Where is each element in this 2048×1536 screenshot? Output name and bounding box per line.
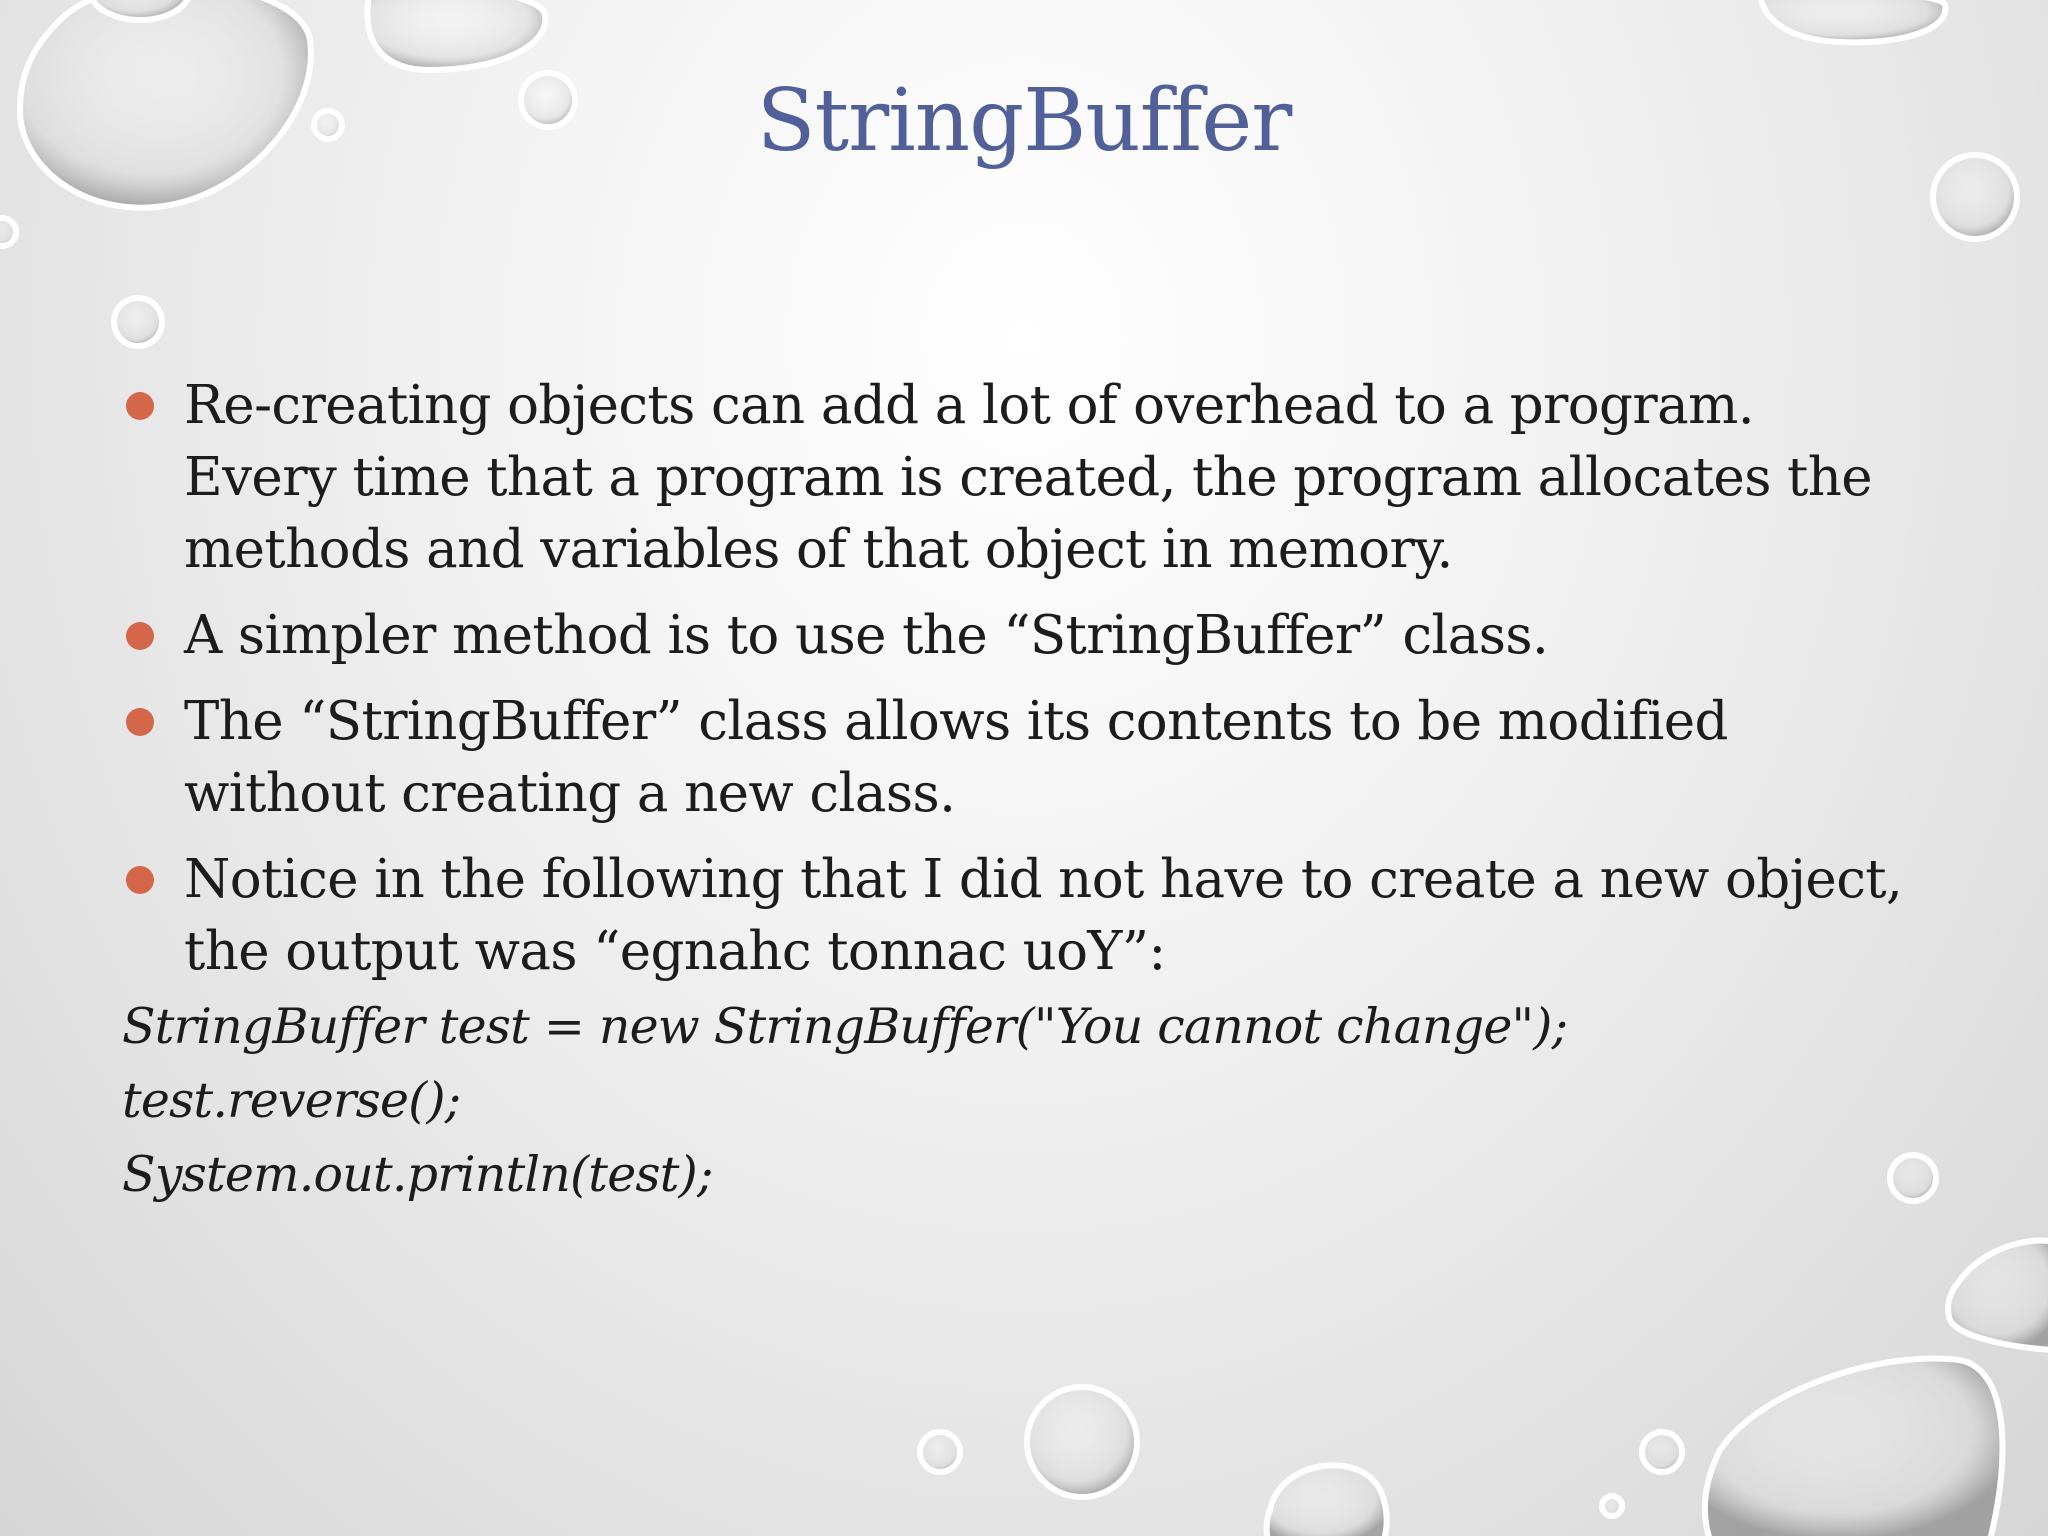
bullet-text: A simpler method is to use the “StringBuffer” class. bbox=[184, 605, 1549, 666]
bullet-item bbox=[120, 844, 1920, 988]
code-sample bbox=[122, 990, 1567, 1212]
slide-title: StringBuffer bbox=[756, 71, 1292, 171]
code-line: System.out.println(test); bbox=[122, 1146, 713, 1203]
bullet-item bbox=[120, 686, 1920, 830]
bullet-dot-icon bbox=[126, 622, 154, 650]
bullet-text: Notice in the following that I did not have to create a new object, the output was “egnahc tonnac uoY”: bbox=[184, 849, 1903, 982]
bullet-item bbox=[120, 600, 1920, 672]
code-line: test.reverse(); bbox=[122, 1072, 461, 1129]
bullet-text: Re-creating objects can add a lot of overhead to a program. Every time that a program is created, the program allocates the methods and variables of that object in memory. bbox=[184, 375, 1873, 580]
bullet-dot-icon bbox=[126, 392, 154, 420]
bullet-list bbox=[120, 370, 1920, 1002]
bullet-text: The “StringBuffer” class allows its contents to be modified without creating a new class. bbox=[184, 691, 1728, 824]
bullet-dot-icon bbox=[126, 866, 154, 894]
bullet-dot-icon bbox=[126, 708, 154, 736]
bullet-item bbox=[120, 370, 1920, 586]
code-line: StringBuffer test = new StringBuffer("You cannot change"); bbox=[122, 998, 1568, 1055]
